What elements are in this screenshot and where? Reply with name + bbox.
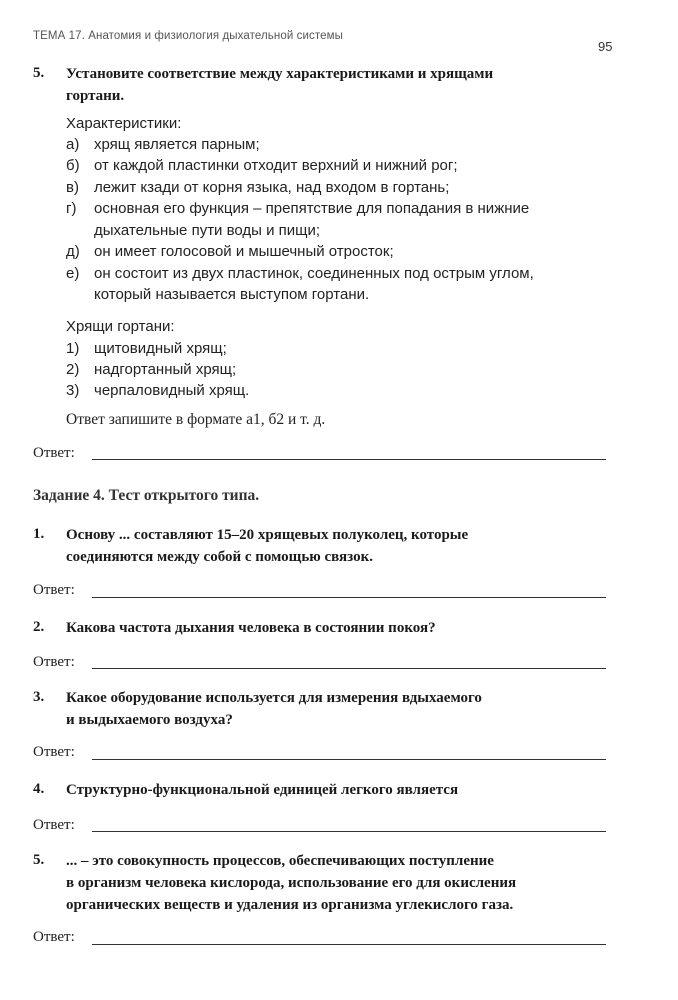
list-item-text: черпаловидный хрящ. xyxy=(94,382,250,399)
list-marker: е) xyxy=(66,265,80,282)
list-marker: д) xyxy=(66,243,80,260)
list-marker: в) xyxy=(66,179,79,196)
list-item xyxy=(66,157,458,174)
question-text-line: Основу ... составляют 15–20 хрящевых полуколец, которые xyxy=(66,527,469,543)
answer-line[interactable] xyxy=(92,944,606,945)
list-item-text: который называется выступом гортани. xyxy=(94,286,370,303)
answer-label: Ответ: xyxy=(33,817,75,833)
question-text-line: органических веществ и удаления из организма углекислого газа. xyxy=(66,897,514,913)
list-marker: 2) xyxy=(66,361,80,378)
answer-line[interactable] xyxy=(92,759,606,760)
characteristics-heading: Характеристики: xyxy=(66,115,182,132)
question-number: 5. xyxy=(33,65,45,81)
format-note: Ответ запишите в формате а1, б2 и т. д. xyxy=(66,411,326,428)
question-text-line: Структурно-функциональной единицей легкого является xyxy=(66,782,459,798)
task-heading: Задание 4. Тест открытого типа. xyxy=(33,487,260,504)
question-text-line: соединяются между собой с помощью связок. xyxy=(66,549,373,565)
list-marker: 3) xyxy=(66,382,80,399)
list-item-text: щитовидный хрящ; xyxy=(94,340,227,357)
list-item xyxy=(66,265,534,282)
answer-line[interactable] xyxy=(92,668,606,669)
answer-line[interactable] xyxy=(92,459,606,460)
answer-label: Ответ: xyxy=(33,929,75,945)
list-item-text: хрящ является парным; xyxy=(94,136,260,153)
question-number: 1. xyxy=(33,526,45,542)
list-item-text: надгортанный хрящ; xyxy=(94,361,237,378)
list-item xyxy=(66,243,394,260)
page-number: 95 xyxy=(598,39,613,54)
question-number: 5. xyxy=(33,852,45,868)
list-item-text: основная его функция – препятствие для попадания в нижние xyxy=(94,200,530,217)
list-item-text: дыхательные пути воды и пищи; xyxy=(94,222,321,239)
answer-line[interactable] xyxy=(92,831,606,832)
answer-label: Ответ: xyxy=(33,744,75,760)
answer-label: Ответ: xyxy=(33,445,75,461)
list-item xyxy=(66,136,260,153)
answer-label: Ответ: xyxy=(33,582,75,598)
question-text-line: и выдыхаемого воздуха? xyxy=(66,712,233,728)
list-marker: 1) xyxy=(66,340,80,357)
list-item-text: он имеет голосовой и мышечный отросток; xyxy=(94,243,394,260)
question-text-line: гортани. xyxy=(66,88,125,104)
list-item xyxy=(66,340,227,357)
question-text-line: Какова частота дыхания человека в состоянии покоя? xyxy=(66,620,436,636)
question-text-line: ... – это совокупность процессов, обеспечивающих поступление xyxy=(66,853,494,869)
list-item-text: он состоит из двух пластинок, соединенных под острым углом, xyxy=(94,265,534,282)
question-text-line: в организм человека кислорода, использование его для окисления xyxy=(66,875,517,891)
list-item xyxy=(66,179,449,196)
answer-label: Ответ: xyxy=(33,654,75,670)
list-item xyxy=(66,382,249,399)
list-item-text: лежит кзади от корня языка, над входом в гортань; xyxy=(94,179,450,196)
list-item xyxy=(66,200,529,217)
list-marker: г) xyxy=(66,200,77,217)
running-header: ТЕМА 17. Анатомия и физиология дыхательной системы xyxy=(33,30,343,42)
answer-line[interactable] xyxy=(92,597,606,598)
list-item xyxy=(66,361,236,378)
question-number: 2. xyxy=(33,619,45,635)
question-text-line: Установите соответствие между характеристиками и хрящами xyxy=(66,66,494,82)
question-number: 3. xyxy=(33,689,45,705)
question-number: 4. xyxy=(33,781,45,797)
list-item-text: от каждой пластинки отходит верхний и нижний рог; xyxy=(94,157,458,174)
list-marker: а) xyxy=(66,136,80,153)
cartilages-heading: Хрящи гортани: xyxy=(66,318,175,335)
list-marker: б) xyxy=(66,157,80,174)
question-text-line: Какое оборудование используется для измерения вдыхаемого xyxy=(66,690,482,706)
